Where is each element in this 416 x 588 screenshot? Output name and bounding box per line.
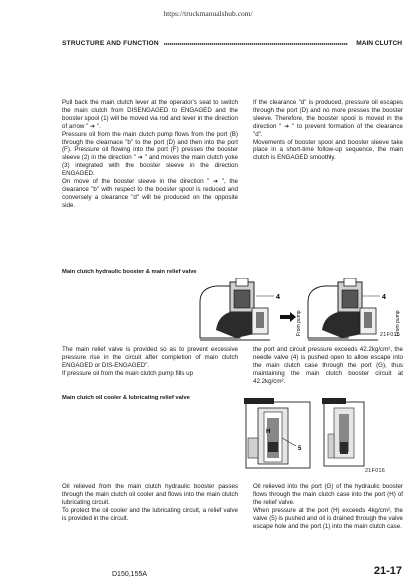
paragraph: Pull back the main clutch lever at the operator's seat to switch the main clutch from DISENGAGED to ENGAGED and the booster spool (1) will be moved via rod and lever in the direction of arrow " ➔ ". xyxy=(62,99,238,130)
valve-number-label: 4 xyxy=(276,294,280,301)
paragraph: If pressure oil from the main clutch pump fills up xyxy=(62,369,194,377)
text-column-2-bottom xyxy=(253,483,403,530)
valve-number-label: 4 xyxy=(382,294,386,301)
figure-2-heading: Main clutch oil cooler & lubricating relief valve xyxy=(62,395,190,401)
paragraph: Pressure oil from the main clutch pump flows from the port (B) through the clearnace "b" to the port (D) and then into the port (F). Pressure oil flowing into the port (F) presses the booster sleeve (2) in the direction " ➔ " and moves the main clutch yoke (3) integrated with the booster sleeve in the direction ENGAGED. xyxy=(62,130,238,178)
section-header xyxy=(62,40,402,50)
section-title: STRUCTURE AND FUNCTION xyxy=(62,40,159,47)
from-pump-label: From pump xyxy=(395,310,401,336)
text-column-1-top xyxy=(62,99,238,210)
paragraph: To protect the oil cooler and the lubricating circuit, a relief valve is provided in the circuit. xyxy=(62,506,238,522)
paragraph: When pressure at the port (H) exceeds 4kg/cm², the valve (5) is pushed and oil is drained through the valve escape hole and the port (1) into the main clutch case. xyxy=(253,506,403,530)
chapter-title: MAIN CLUTCH xyxy=(356,40,402,47)
header-rule xyxy=(164,43,348,45)
paragraph: the port and circuit pressure exceeds 42.2kg/cm², the needle valve (4) is pushed open to allow escape into the main clutch case through the port (G), thus maintaining the main clutch booster circuit at 42.2kg/cm². xyxy=(253,346,403,385)
model-number: D150,155A xyxy=(112,571,148,578)
from-pump-label: From pump xyxy=(296,310,302,336)
relief-valve-diagram xyxy=(240,398,390,472)
clutch-booster-diagram xyxy=(196,278,408,344)
paragraph: On move of the booster sleeve in the direction " ➔ ", the clearance "b" with respect to the booster spool is reduced and conversely a clearance "d" will be produced on the opposite side. xyxy=(62,178,238,209)
source-url[interactable]: https://truckmanualshub.com/ xyxy=(163,9,253,18)
paragraph: Oil relieved into the port (G) of the hydraulic booster flows through the main clutch case into the port (H) of the relief valve. xyxy=(253,483,403,506)
paragraph: If the clearance "d" is produced, pressure oil escapes through the port (D) and no more presses the booster sleeve. Therefore, the booster spool is moved in the direction " ➔ " to prevent formation of the clearance "d". xyxy=(253,99,403,138)
port-h-label: H xyxy=(266,429,271,435)
page-number: 21-17 xyxy=(373,565,402,577)
valve-5-label: 5 xyxy=(298,446,302,452)
figure-1-code: 21F015 xyxy=(380,332,401,338)
text-column-2-mid xyxy=(253,346,403,386)
paragraph: The main relief valve is provided so as to prevent excessive pressure rise in the circuit after completion of main clutch ENGAGED or DIS-ENGAGED". xyxy=(62,346,238,369)
paragraph: Oil relieved from the main clutch hydraulic booster passes through the main clutch oil cooler and flows into the main clutch lubricating circuit. xyxy=(62,483,238,506)
paragraph: Movements of booster spool and booster sleeve take place in a short-time follow-up sequence, the main clutch is ENGAGED smoothly. xyxy=(253,138,403,162)
arrow-icon xyxy=(280,312,296,322)
figure-1-heading: Main clutch hydraulic booster & main relief valve xyxy=(62,269,197,275)
figure-2-code: 21F016 xyxy=(365,468,386,474)
text-column-1-bottom xyxy=(62,483,238,523)
text-column-2-top xyxy=(253,99,403,162)
text-column-1-mid xyxy=(62,346,238,378)
